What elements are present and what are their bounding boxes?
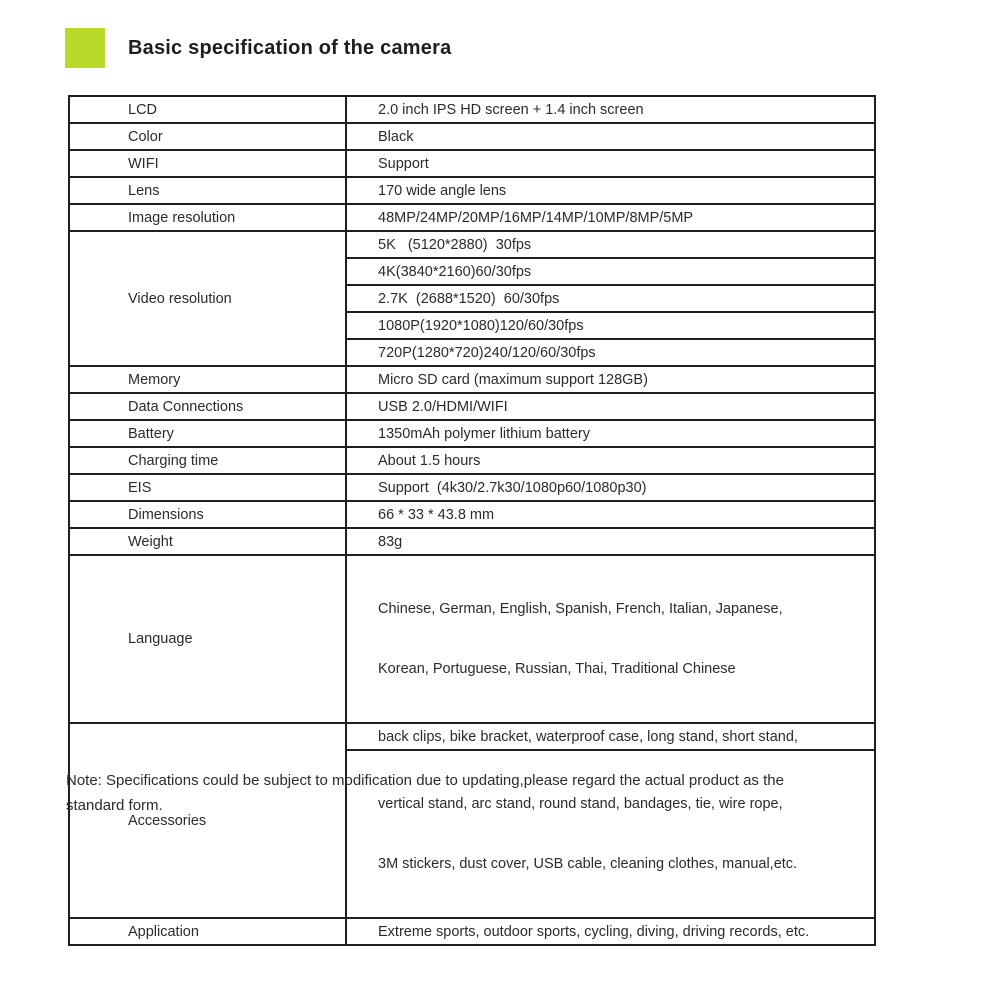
table-row — [69, 555, 875, 723]
spec-label: LCD — [69, 96, 346, 123]
spec-label: Battery — [69, 420, 346, 447]
spec-label: EIS — [69, 474, 346, 501]
spec-label: Dimensions — [69, 501, 346, 528]
spec-value: 2.7K (2688*1520) 60/30fps — [346, 285, 875, 312]
spec-value: 48MP/24MP/20MP/16MP/14MP/10MP/8MP/5MP — [346, 204, 875, 231]
language-line-2: Korean, Portuguese, Russian, Thai, Traditional Chinese — [378, 661, 736, 677]
spec-label: Image resolution — [69, 204, 346, 231]
table-row — [69, 150, 875, 177]
table-row — [69, 918, 875, 945]
spec-value: 83g — [346, 528, 875, 555]
spec-value: Support — [346, 150, 875, 177]
accent-square-icon — [65, 28, 105, 68]
table-row — [69, 393, 875, 420]
spec-label: Video resolution — [69, 231, 346, 366]
spec-value: Micro SD card (maximum support 128GB) — [346, 366, 875, 393]
table-row — [69, 96, 875, 123]
spec-value: USB 2.0/HDMI/WIFI — [346, 393, 875, 420]
note-text: Note: Specifications could be subject to modification due to updating,please regard the actual product as the standard form. — [66, 772, 784, 814]
spec-label: Accessories — [69, 723, 346, 918]
table-row — [69, 177, 875, 204]
spec-value — [346, 555, 875, 723]
spec-label: WIFI — [69, 150, 346, 177]
spec-value: 1350mAh polymer lithium battery — [346, 420, 875, 447]
page-header — [65, 28, 451, 68]
table-row — [69, 366, 875, 393]
spec-value: Extreme sports, outdoor sports, cycling, diving, driving records, etc. — [346, 918, 875, 945]
spec-value: About 1.5 hours — [346, 447, 875, 474]
table-row — [69, 474, 875, 501]
spec-value: 1080P(1920*1080)120/60/30fps — [346, 312, 875, 339]
spec-label: Memory — [69, 366, 346, 393]
page-title: Basic specification of the camera — [128, 36, 452, 59]
accessories-line-2: vertical stand, arc stand, round stand, bandages, tie, wire rope, — [378, 796, 783, 812]
spec-table — [68, 95, 876, 946]
table-row — [69, 447, 875, 474]
spec-label: Data Connections — [69, 393, 346, 420]
table-row — [69, 723, 875, 750]
spec-label: Language — [69, 555, 346, 723]
spec-value: 2.0 inch IPS HD screen + 1.4 inch screen — [346, 96, 875, 123]
spec-value: Support (4k30/2.7k30/1080p60/1080p30) — [346, 474, 875, 501]
table-row — [69, 501, 875, 528]
table-row — [69, 123, 875, 150]
language-line-1: Chinese, German, English, Spanish, French, Italian, Japanese, — [378, 601, 783, 617]
table-row — [69, 204, 875, 231]
spec-label: Color — [69, 123, 346, 150]
spec-value: Black — [346, 123, 875, 150]
table-row — [69, 528, 875, 555]
accessories-line-3: 3M stickers, dust cover, USB cable, cleaning clothes, manual,etc. — [378, 856, 798, 872]
spec-value: 170 wide angle lens — [346, 177, 875, 204]
spec-value: 4K(3840*2160)60/30fps — [346, 258, 875, 285]
spec-label: Weight — [69, 528, 346, 555]
spec-label: Charging time — [69, 447, 346, 474]
spec-value: 66 * 33 * 43.8 mm — [346, 501, 875, 528]
spec-label: Lens — [69, 177, 346, 204]
table-row — [69, 420, 875, 447]
spec-value: 720P(1280*720)240/120/60/30fps — [346, 339, 875, 366]
spec-value: 5K (5120*2880) 30fps — [346, 231, 875, 258]
spec-label: Application — [69, 918, 346, 945]
spec-value: back clips, bike bracket, waterproof case, long stand, short stand, — [346, 723, 875, 750]
table-row — [69, 231, 875, 258]
